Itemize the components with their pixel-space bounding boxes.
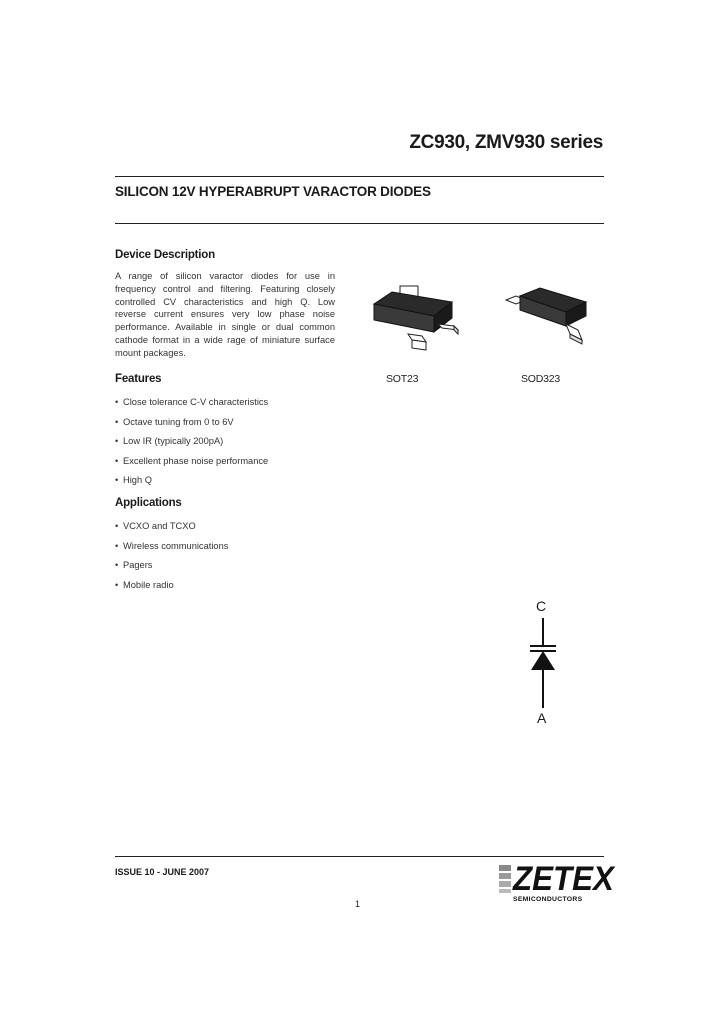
features-heading: Features: [115, 373, 162, 385]
features-list: [115, 396, 268, 494]
device-description-text: A range of silicon varactor diodes for use in frequency control and filtering. Featuring closely controlled CV characteristics and high Q. Low reverse current ensures very low phase noise performance. Available in single or dual common cathode format in a wide rage of miniature surface mount packages.: [115, 271, 335, 358]
applications-heading: Applications: [115, 497, 182, 509]
series-title: ZC930, ZMV930 series: [409, 132, 603, 153]
footer-rule: [115, 856, 604, 857]
list-item: • VCXO and TCXO: [115, 521, 196, 531]
sod323-package-icon: [502, 286, 592, 346]
document-title: SILICON 12V HYPERABRUPT VARACTOR DIODES: [115, 184, 431, 199]
sod323-label: SOD323: [521, 373, 561, 385]
page-number: 1: [355, 899, 361, 909]
list-item: • Low IR (typically 200pA): [115, 436, 224, 447]
list-item: • Octave tuning from 0 to 6V: [115, 416, 234, 427]
list-item: • Excellent phase noise performance: [115, 455, 269, 466]
list-item: • Mobile radio: [115, 579, 174, 590]
list-item: • Close tolerance C-V characteristics: [115, 397, 269, 407]
top-rule: [115, 176, 604, 177]
issue-date: ISSUE 10 - JUNE 2007: [115, 867, 210, 877]
logo-subtext: SEMICONDUCTORS: [513, 896, 583, 903]
list-item: • High Q: [115, 475, 152, 486]
diode-symbol: [520, 598, 570, 728]
zetex-logo: [497, 860, 614, 908]
title-rule: [115, 223, 604, 224]
list-item: • Pagers: [115, 560, 153, 571]
device-description-heading: Device Description: [115, 249, 215, 261]
varactor-diode-icon: [520, 618, 570, 708]
zetex-mark-icon: [497, 864, 513, 894]
applications-list: [115, 520, 228, 598]
anode-label: A: [537, 710, 547, 726]
sot23-label: SOT23: [386, 373, 419, 385]
cathode-label: C: [536, 598, 547, 614]
list-item: • Wireless communications: [115, 540, 229, 551]
sot23-package-icon: [368, 284, 464, 356]
logo-text: ZETEX: [513, 860, 614, 898]
